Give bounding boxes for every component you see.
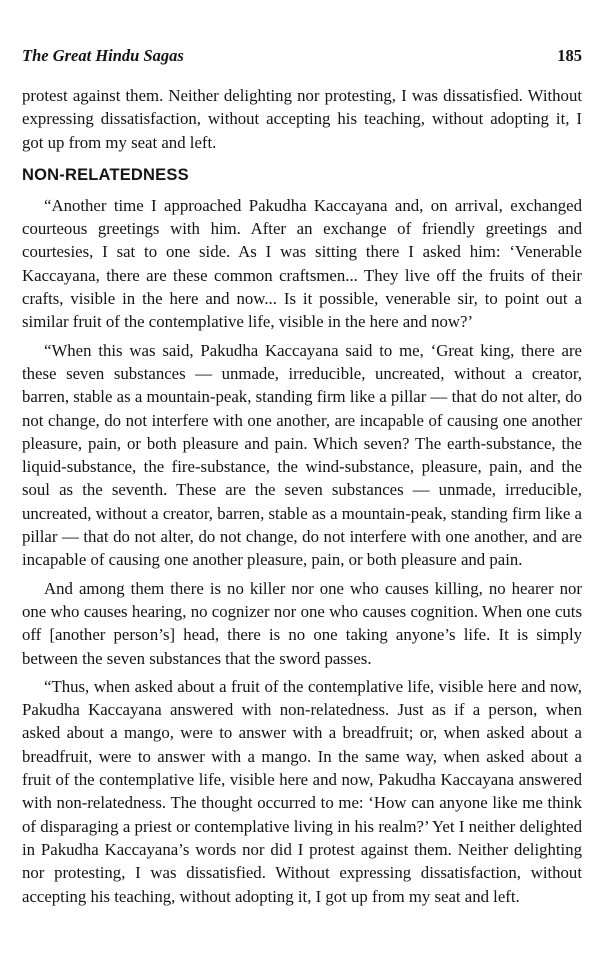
paragraph-conclusion: “Thus, when asked about a fruit of the contemplative life, visible here and now, Pakudha Kaccayana answered with non-relatedness. Just as if a person, when asked about a mango, were to answer with a breadfruit; or, when asked about a breadfruit, were to answer with a mango. In the same way, when asked about a fruit of the contemplative life, visible here and now, Pakudha Kaccayana answered with non-relatedness. The thought occurred to me: ‘How can anyone like me think of disparaging a priest or contemplative living in his realm?’ Yet I neither delighted in Pakudha Kaccayana’s words nor did I protest against them. Neither delighting nor protesting, I was dissatisfied. Without expressing dissatisfaction, without accepting his teaching, without adopting it, I got up from my seat and left. <box>22 676 582 906</box>
page-number: 185 <box>557 46 582 65</box>
book-page <box>22 0 582 976</box>
section-heading: NON-RELATEDNESS <box>22 165 189 184</box>
paragraph-seven-substances: “When this was said, Pakudha Kaccayana said to me, ‘Great king, there are these seven substances — unmade, irreducible, uncreated, without a creator, barren, stable as a mountain-peak, standing firm like a pillar — that do not alter, do not change, do not interfere with one another, are incapable of causing one another pleasure, pain, or both pleasure and pain. Which seven? The earth-substance, the liquid-substance, the fire-substance, the wind-substance, pleasure, pain, and the soul as the seventh. These are the seven substances — unmade, irreducible, uncreated, without a creator, barren, stable as a mountain-peak, standing firm like a pillar — that do not alter, do not change, do not interfere with one another, and are incapable of causing one another pleasure, pain, or both pleasure and pain. <box>22 340 582 570</box>
running-head <box>22 46 582 72</box>
paragraph-approach: “Another time I approached Pakudha Kaccayana and, on arrival, exchanged courteous greetings with him. After an exchange of friendly greetings and courtesies, I sat to one side. As I was sitting there I asked him: ‘Venerable Kaccayana, there are these common craftsmen... They live off the fruits of their crafts, visible in the here and now... Is it possible, venerable sir, to point out a similar fruit of the contemplative life, visible in the here and now?’ <box>22 195 582 332</box>
paragraph-no-killer: And among them there is no killer nor one who causes killing, no hearer nor one who causes hearing, no cognizer nor one who causes cognition. When one cuts off [another person’s] head, there is no one taking anyone’s life. It is simply between the seven substances that the sword passes. <box>22 578 582 668</box>
paragraph-continued: protest against them. Neither delighting nor protesting, I was dissatisfied. Without expressing dissatisfaction, without accepting his teaching, without adopting it, I got up from my seat and left. <box>22 86 582 152</box>
body-text <box>22 84 582 913</box>
running-title: The Great Hindu Sagas <box>22 46 184 65</box>
